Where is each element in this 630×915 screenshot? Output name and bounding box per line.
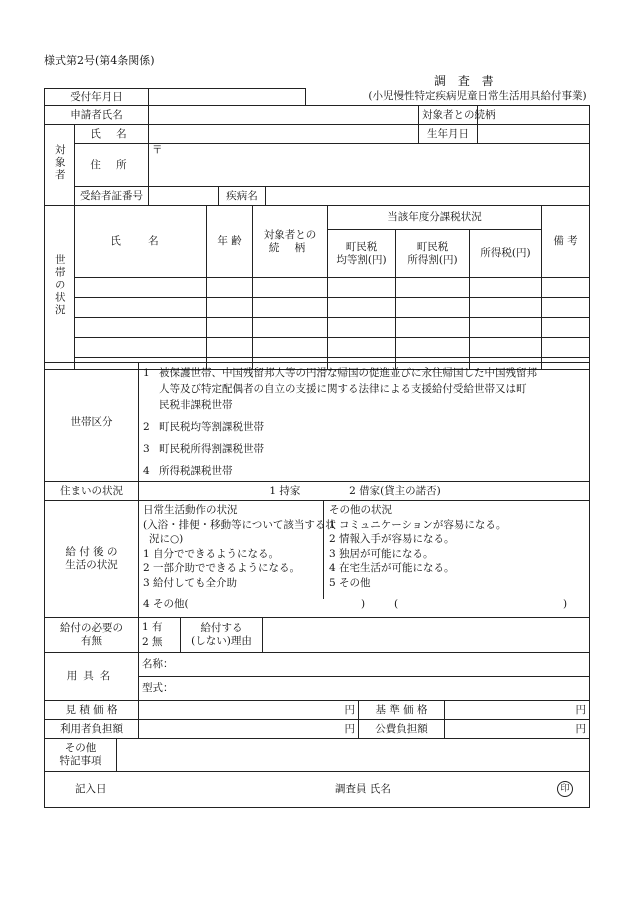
household-name-header: 氏 名 [75, 206, 207, 278]
applicant-name-value[interactable] [149, 106, 419, 125]
housing-option-rented[interactable]: 2 借家(貸主の諾否) [349, 484, 441, 497]
subject-name-label: 氏 名 [75, 125, 149, 144]
housing-label: 住まいの状況 [45, 482, 139, 501]
adl-option-1[interactable]: 1 自分でできるようになる。 [143, 547, 280, 560]
other-notes-label: その他 特記事項 [45, 739, 117, 772]
user-burden-label: 利用者負担額 [45, 720, 139, 739]
equipment-name-field[interactable]: 名称： [139, 653, 590, 677]
birth-date-value[interactable] [478, 125, 590, 144]
category-option-3[interactable]: 3 町民税所得割課税世帯 [143, 443, 264, 455]
other-option-5[interactable]: 5 その他 [329, 576, 371, 589]
document-subtitle: (小児慢性特定疾病児童日常生活用具給付事業) [368, 90, 587, 103]
form-number: 様式第2号(第4条関係) [44, 54, 155, 67]
user-burden-value[interactable]: 円 [139, 720, 359, 739]
other-open: ( [394, 598, 399, 610]
disease-name-label: 疾病名 [219, 187, 266, 206]
adl-status: 日常生活動作の状況 (入浴・排便・移動等について該当する状 況に○) 1 自分でできるようになる。 2 一部介助でできるようになる。 3 給付しても全介助 [143, 504, 336, 589]
other-option-4[interactable]: 4 在宅生活が可能になる。 [329, 562, 455, 574]
adl-option-2[interactable]: 2 一部介助でできるようになる。 [143, 562, 301, 574]
tax-col-income: 町民税 所得割(円) [396, 230, 470, 278]
necessity-options [139, 618, 181, 653]
necessity-yes[interactable]: 1 有 [142, 621, 163, 633]
document-title: 調 査 書 [434, 74, 498, 88]
household-age-header: 年 齢 [207, 206, 253, 278]
entry-date-label: 記入日 [75, 783, 107, 795]
other-option-2[interactable]: 2 情報入手が容易になる。 [329, 533, 455, 545]
household-remarks-header: 備 考 [542, 206, 590, 278]
household-category-label: 世帯区分 [45, 363, 139, 482]
public-burden-value[interactable]: 円 [445, 720, 590, 739]
postal-mark: 〒 [152, 144, 163, 156]
subject-section-label: 対象者 [45, 125, 75, 206]
household-row [45, 278, 590, 298]
tax-col-national: 所得税(円) [470, 230, 542, 278]
household-section-label: 世帯の状況 [45, 206, 75, 370]
necessity-reason-label: 給付する (しない)理由 [181, 618, 263, 653]
estimate-price-value[interactable]: 円 [139, 701, 359, 720]
form-table-top [44, 88, 590, 206]
form-table-bottom [44, 362, 590, 808]
category-option-1[interactable]: 1 被保護世帯、中国残留邦人等の円滑な帰国の促進並びに永住帰国した中国残留邦 人等及び特定配偶者の自立の支援に関する法律による支援給付受給世帯又は町 民税非課税世帯 [143, 367, 537, 411]
adl-option-3[interactable]: 3 給付しても全介助 [143, 576, 238, 589]
other-notes-value[interactable] [117, 739, 590, 772]
household-row [45, 318, 590, 338]
household-relation-header: 対象者との 続 柄 [253, 206, 328, 278]
housing-options [139, 482, 590, 501]
necessity-no[interactable]: 2 無 [142, 636, 163, 648]
surveyor-name-label: 調査員 氏名 [335, 783, 391, 795]
subject-name-value[interactable] [149, 125, 419, 144]
public-burden-label: 公費負担額 [359, 720, 445, 739]
base-price-value[interactable]: 円 [445, 701, 590, 720]
necessity-reason-value[interactable] [263, 618, 590, 653]
equipment-model-field[interactable]: 型式： [139, 677, 590, 701]
adl-other-close: ) [361, 598, 366, 610]
applicant-relation-label: 対象者との続柄 [419, 106, 478, 125]
household-category-options [139, 363, 590, 482]
address-label: 住 所 [75, 144, 149, 187]
post-life-label: 給 付 後 の 生活の状況 [45, 501, 139, 618]
housing-option-owned[interactable]: 1 持家 [269, 484, 301, 497]
equipment-label: 用具名 [45, 653, 139, 701]
post-life-content [139, 501, 590, 618]
household-row [45, 338, 590, 358]
tax-status-header: 当該年度分課税状況 [328, 206, 542, 230]
category-option-4[interactable]: 4 所得税課税世帯 [143, 465, 233, 477]
estimate-price-label: 見 積 価 格 [45, 701, 139, 720]
other-close: ) [563, 598, 568, 610]
necessity-label: 給付の必要の 有無 [45, 618, 139, 653]
received-date-value[interactable] [149, 89, 306, 106]
received-date-label: 受付年月日 [45, 89, 149, 106]
seal-mark: 印 [557, 781, 573, 797]
other-status: その他の状況 1 コミュニケーションが容易になる。 2 情報入手が容易になる。 3 独居が可能になる。 4 在宅生活が可能になる。 5 その他 [329, 504, 507, 589]
certificate-number-label: 受給者証番号 [75, 187, 149, 206]
certificate-number-value[interactable] [149, 187, 219, 206]
footer-row [45, 772, 590, 808]
adl-option-4[interactable]: 4 その他( [143, 598, 189, 610]
household-row [45, 298, 590, 318]
other-option-1[interactable]: 1 コミュニケーションが容易になる。 [329, 518, 507, 531]
birth-date-label: 生年月日 [419, 125, 478, 144]
category-option-2[interactable]: 2 町民税均等割課税世帯 [143, 421, 264, 433]
other-option-3[interactable]: 3 独居が可能になる。 [329, 547, 434, 560]
applicant-name-label: 申請者氏名 [45, 106, 149, 125]
tax-col-equal: 町民税 均等割(円) [328, 230, 396, 278]
disease-name-value[interactable] [266, 187, 590, 206]
household-table [44, 205, 590, 370]
base-price-label: 基 準 価 格 [359, 701, 445, 720]
address-value[interactable] [149, 144, 590, 187]
